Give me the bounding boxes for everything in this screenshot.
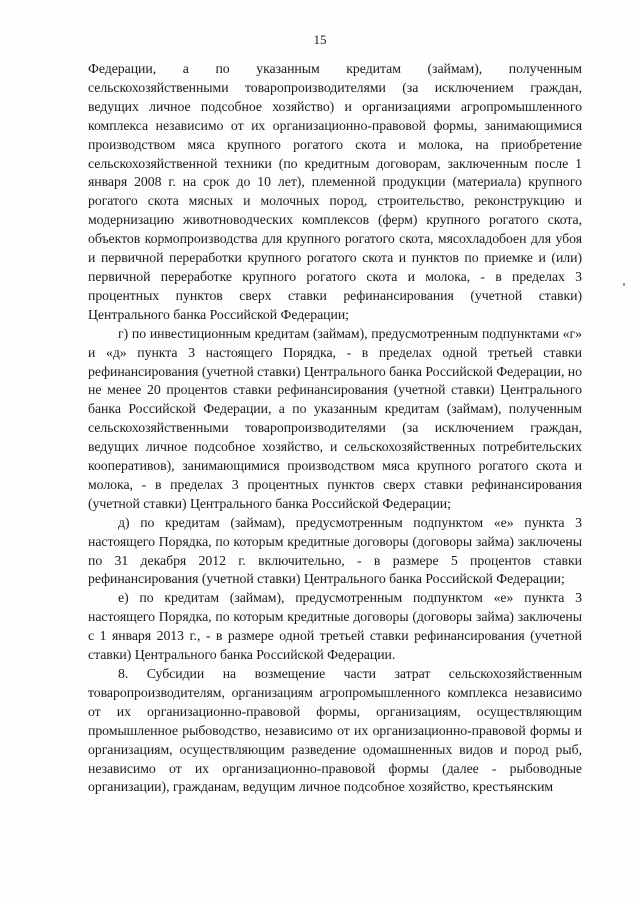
paragraph-item-d: д) по кредитам (займам), предусмотренным подпунктом «е» пункта 3 настоящего Порядка, по которым кредитные договоры (договоры займа) заключены по 31 декабря 2012 г. включительно, - в размере 5 процентов ставки рефинансирования (учетной ставки) Центрального банка Российской Федерации; — [88, 514, 582, 587]
paragraph-item-e: е) по кредитам (займам), предусмотренным подпунктом «е» пункта 3 настоящего Порядка, по которым кредитные договоры (договоры займа) заключены с 1 января 2013 г., - в размере одной третьей ставки рефинансирования (учетной ставки) Центрального банка Российской Федерации. — [88, 590, 582, 663]
paragraph-continuation: Федерации, а по указанным кредитам (займам), полученным сельскохозяйственными товаропроизводителями (за исключением граждан, ведущих личное подсобное хозяйство) и организациями агропромышленного комплекса независимо от их организационно-правовой формы, занимающимися производством мяса крупного рогатого скота и молока, на приобретение сельскохозяйственной техники (по кредитным договорам, заключенным после 1 января 2008 г. на срок до 10 лет), племенной продукции (материала) крупного рогатого скота мясных и молочных пород, строительство, реконструкцию и модернизацию животноводческих комплексов (ферм) крупного рогатого скота, объектов кормопроизводства для крупного рогатого скота, мясохладобоен для убоя и первичной переработки крупного рогатого скота и пунктов по приемке и (или) первичной переработке крупного рогатого скота и молока, - в пределах 3 процентных пунктов сверх ставки рефинансирования (учетной ставки) Центрального банка Российской Федерации; — [88, 61, 582, 322]
page-number: 15 — [313, 32, 327, 47]
scan-speck — [623, 283, 625, 286]
paragraph-item-g: г) по инвестиционным кредитам (займам), предусмотренным подпунктами «г» и «д» пункта 3 настоящего Порядка, - в пределах одной третьей ставки рефинансирования (учетной ставки) Центрального банка Российской Федерации, но не менее 20 процентов ставки рефинансирования (учетной ставки) Центрального банка Российской Федерации, а по указанным кредитам (займам), полученным сельскохозяйственными товаропроизводителями (за исключением граждан, ведущих личное подсобное хозяйство, и сельскохозяйственных потребительских кооперативов), занимающимися производством мяса крупного рогатого скота и молока, - в пределах 3 процентных пунктов сверх ставки рефинансирования (учетной ставки) Центрального банка Российской Федерации; — [88, 325, 582, 511]
document-body — [88, 60, 582, 797]
paragraph-point-8: 8. Субсидии на возмещение части затрат сельскохозяйственным товаропроизводителям, организациям агропромышленного комплекса независимо от их организационно-правовой формы, организациям, осуществляющим промышленное рыбоводство, независимо от их организационно-правовой формы и организациям, осуществляющим разведение одомашненных видов и пород рыб, независимо от их организационно-правовой формы (далее - рыбоводные организации), гражданам, ведущим личное подсобное хозяйство, крестьянским — [88, 666, 582, 795]
